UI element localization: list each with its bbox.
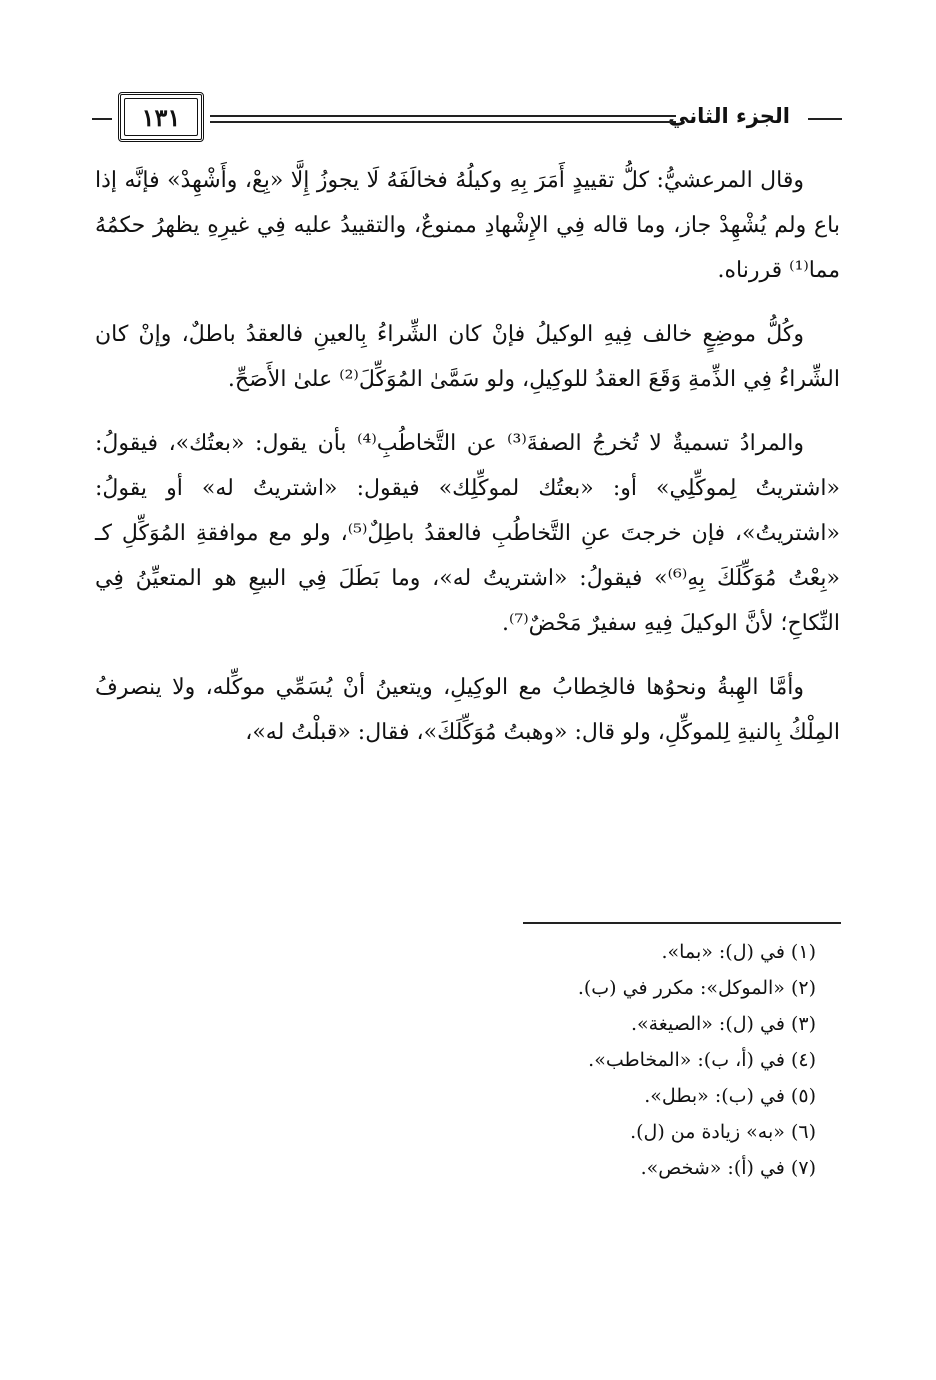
- footnotes: [116, 934, 816, 1186]
- footnote-7: (٧) في (أ): «شخص».: [640, 1157, 816, 1179]
- footnote-4: (٤) في (أ، ب): «المخاطب».: [588, 1049, 816, 1071]
- footnote-separator: [523, 922, 841, 924]
- header-rule-middle-bottom: [210, 121, 676, 123]
- header-rule-right: [808, 118, 842, 120]
- footnote-6: (٦) «به» زيادة من (ل).: [630, 1121, 816, 1143]
- paragraph-2: وكُلُّ موضِعٍ خالف فِيهِ الوكيلُ فإنْ كان الشِّراءُ بِالعينِ فالعقدُ باطلٌ، وإنْ كان الشِّراءُ فِي الذِّمةِ وَقَعَ العقدُ للوكِيلِ، ولو سَمَّىٰ المُوَكِّلَ⁽²⁾ علىٰ الأَصَحِّ.: [95, 322, 840, 392]
- page-header: [92, 92, 842, 150]
- paragraph-1: وقال المرعشيُّ: كلُّ تقييدٍ أَمَرَ بِهِ وكيلُهُ فخالَفَهُ لَا يجوزُ إِلَّا «بِعْ، وأَشْهِدْ» فإنَّه إذا باع ولم يُشْهِدْ جاز، وما قاله فِي الإِشْهادِ ممنوعٌ، والتقييدُ عليه فِي غيرِهِ يظهرُ حكمُهُ مما⁽¹⁾ قررناه.: [95, 168, 840, 283]
- paragraph-3: والمرادُ تسميةٌ لا تُخرجُ الصفةَ⁽³⁾ عن التَّخاطُبِ⁽⁴⁾ بأن يقول: «بعتُك»، فيقولُ: «اشتريتُ لِموكِّلِي» أو: «بعتُك لموكِّلِك» فيقول: «اشتريتُ له» أو يقولُ: «اشتريتُ»، فإن خرجتَ عنِ التَّخاطُبِ فالعقدُ باطِلٌ⁽⁵⁾، ولو مع موافقةِ المُوَكِّلِ كـ «بِعْتُ مُوَكِّلَكَ بِهِ⁽⁶⁾» فيقولُ: «اشتريتُ له»، وما بَطَلَ فِي البيعِ هو المتعيِّنُ فِي النِّكاحِ؛ لأنَّ الوكيلَ فِيهِ سفيرٌ مَحْضٌ⁽⁷⁾.: [95, 431, 840, 636]
- main-text: [95, 158, 840, 774]
- footnote-3: (٣) في (ل): «الصيغة».: [630, 1013, 816, 1035]
- header-rule-left: [92, 118, 112, 120]
- page-number: ١٣١: [141, 103, 181, 132]
- running-title: الجزء الثاني: [667, 104, 790, 128]
- header-rule-middle-top: [210, 115, 676, 117]
- paragraph-4: وأمَّا الهِبةُ ونحوُها فالخِطابُ مع الوكِيلِ، ويتعينُ أنْ يُسَمِّي موكِّله، ولا ينصرفُ المِلْكُ بِالنيةِ لِلموكِّلِ، ولو قال: «وهبتُ مُوَكِّلَكَ»، فقال: «قبلْتُ له»،: [95, 675, 840, 745]
- page-number-frame: [118, 92, 204, 142]
- footnote-2: (٢) «الموكل»: مكرر في (ب).: [577, 977, 816, 999]
- footnote-1: (١) في (ل): «بما».: [661, 941, 816, 963]
- footnote-5: (٥) في (ب): «بطل».: [644, 1085, 816, 1107]
